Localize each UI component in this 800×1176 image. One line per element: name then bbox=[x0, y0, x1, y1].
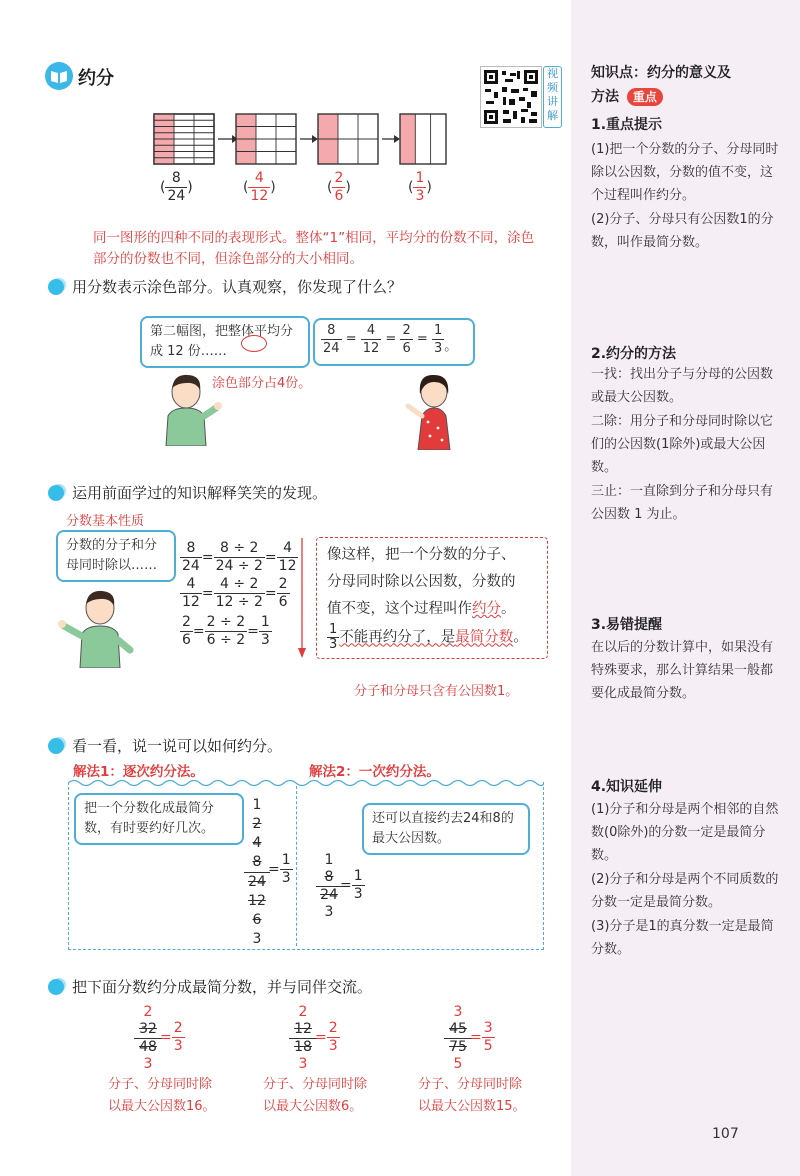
denominator: 12 bbox=[362, 341, 380, 356]
calc-numerator: 8 bbox=[316, 869, 342, 887]
calc-bottom: 3 bbox=[143, 1056, 153, 1072]
denominator: 24 ÷ 2 bbox=[215, 558, 263, 574]
denominator: 3 bbox=[173, 1038, 183, 1054]
exercise-calc-1 bbox=[134, 1004, 162, 1073]
denominator: 24 bbox=[182, 558, 200, 574]
onestep-result: = $\frac{1}{3}$ bbox=[340, 868, 363, 902]
numerator: 1 bbox=[260, 614, 270, 630]
strip-note: 同一图形的四种不同的表现形式。整体“1”相同，平均分的份数不同，涂色部分的份数也不同，但涂色部分的大小相同。 bbox=[93, 230, 535, 267]
equation-row: $\frac{4}{12}$ = $\frac{4 \div 2}{12 \div 2}$ = $\frac{2}{6}$ bbox=[182, 576, 288, 610]
sidebar-s3-body bbox=[591, 636, 781, 706]
numerator: 2 bbox=[402, 323, 411, 338]
calc-numerator: 8 bbox=[244, 853, 270, 873]
numerator: 2 bbox=[173, 1020, 183, 1036]
calc-top: 1 bbox=[252, 797, 262, 813]
numerator: 8 bbox=[165, 170, 187, 188]
numerator: 4 bbox=[180, 576, 202, 594]
definition-line4 bbox=[327, 623, 547, 652]
key-point-badge: 重点 bbox=[627, 88, 663, 106]
stepwise-result: = $\frac{1}{3}$ bbox=[268, 852, 291, 886]
page-number: 107 bbox=[712, 1126, 739, 1142]
open-book-icon bbox=[45, 62, 73, 90]
label-2-6: ( $\frac{2}{6}$ ) bbox=[327, 170, 351, 204]
arrow-icon bbox=[382, 135, 400, 143]
stepwise-calc bbox=[244, 796, 270, 949]
note-line: 以最大公因数16。 bbox=[108, 1099, 216, 1114]
numerator: 2 ÷ 2 bbox=[206, 614, 246, 630]
numerator: 4 bbox=[277, 540, 299, 558]
sidebar-s4-heading: 4.知识延伸 bbox=[591, 779, 663, 795]
numerator: 1 bbox=[281, 852, 291, 868]
definition-line3 bbox=[327, 596, 547, 623]
calc-denominator: 18 bbox=[294, 1039, 312, 1055]
calc-top: 2 bbox=[298, 1004, 308, 1020]
ellipsis-circle bbox=[241, 335, 267, 352]
section1-question: 用分数表示涂色部分。认真观察，你发现了什么？ bbox=[72, 278, 403, 296]
label-1-3: ( $\frac{1}{3}$ ) bbox=[408, 170, 432, 204]
common-factor-note: 分子和分母只含有公因数1。 bbox=[354, 684, 519, 699]
rect-4-12 bbox=[236, 114, 296, 164]
exercise-note-3 bbox=[418, 1074, 526, 1118]
denominator: 6 bbox=[334, 188, 344, 204]
sidebar-s4-body bbox=[591, 798, 781, 962]
sidebar-s2-p2: 二除：用分子和分母同时除以它们的公因数(1除外)或最大公因数。 bbox=[591, 414, 774, 475]
note-line: 分子、分母同时除 bbox=[418, 1077, 523, 1092]
video-label-char: 视 bbox=[547, 67, 558, 80]
numerator: 4 ÷ 2 bbox=[214, 576, 265, 594]
equation-row: $\frac{8}{24}$ = $\frac{8 \div 2}{24 \div 2}$ = $\frac{4}{12}$ bbox=[182, 540, 297, 574]
sidebar-s1-body bbox=[591, 138, 781, 255]
definition-line2: 分母同时除以公因数，分数的 bbox=[327, 574, 516, 590]
boy-speech-bubble bbox=[140, 316, 310, 368]
sidebar-title-2: 方法 bbox=[591, 89, 619, 105]
sidebar-s1-heading: 1.重点提示 bbox=[591, 117, 663, 133]
method1-label: 解法1：逐次约分法。 bbox=[73, 764, 204, 780]
rect-8-24 bbox=[154, 114, 214, 164]
sidebar-s1-p1: (1)把一个分数的分子、分母同时除以公因数，分数的值不变，这个过程叫作约分。 bbox=[591, 142, 779, 203]
calc-denominator: 48 bbox=[139, 1039, 157, 1055]
denominator: 12 bbox=[278, 558, 297, 574]
label-8-24: ( $\frac{8}{24}$ ) bbox=[160, 170, 193, 204]
sidebar-s3-heading: 3.易错提醒 bbox=[591, 617, 663, 633]
calc-bottom: 3 bbox=[324, 904, 334, 920]
calc-bottom: 3 bbox=[252, 931, 262, 947]
numerator: 1 bbox=[353, 868, 363, 884]
video-label-char: 频 bbox=[547, 81, 558, 94]
numerator: 8 bbox=[180, 540, 202, 558]
section-bullet-icon bbox=[48, 279, 64, 295]
section-bullet-icon bbox=[48, 738, 64, 754]
methods-divider bbox=[296, 786, 297, 946]
denominator: 5 bbox=[483, 1038, 493, 1054]
boy2-bubble-text: 分数的分子和分母同时除以…… bbox=[66, 538, 158, 573]
girl-speech-bubble: $\frac{8}{24}$ = $\frac{4}{12}$ = $\frac{2}{6}$ = $\frac{1}{3}$ 。 bbox=[313, 318, 475, 366]
sidebar-s4-p2: (2)分子和分母是两个不同质数的分数一定是最简分数。 bbox=[591, 872, 779, 910]
denominator: 12 ÷ 2 bbox=[215, 594, 263, 610]
calc-top: 2 bbox=[252, 816, 262, 832]
equation-rows bbox=[180, 540, 298, 650]
denominator: 24 bbox=[323, 341, 340, 356]
exercise-result-1: = $\frac{2}{3}$ bbox=[160, 1020, 183, 1054]
onestep-calc bbox=[316, 852, 342, 921]
denominator: 6 bbox=[278, 594, 288, 610]
numerator: 2 bbox=[328, 1020, 338, 1036]
calc-top: 3 bbox=[453, 1004, 463, 1020]
exercise-calc-3 bbox=[444, 1004, 472, 1073]
denominator: 3 bbox=[415, 188, 425, 204]
calc-numerator: 45 bbox=[444, 1021, 472, 1039]
method2-bubble-text: 还可以直接约去24和8的最大公因数。 bbox=[372, 811, 514, 846]
denominator: 3 bbox=[329, 637, 338, 652]
sidebar-s4-p1: (1)分子和分母是两个相邻的自然数(0除外)的分数一定是最简分数。 bbox=[591, 802, 779, 863]
section4-question: 把下面分数约分成最简分数，并与同伴交流。 bbox=[72, 978, 373, 996]
simplest-fraction-term: 最简分数 bbox=[455, 629, 514, 646]
section3-question: 看一看，说一说可以如何约分。 bbox=[72, 737, 283, 755]
note-line: 分子、分母同时除 bbox=[108, 1077, 213, 1092]
section-bullet-icon bbox=[48, 485, 64, 501]
calc-denominator: 24 bbox=[320, 887, 338, 903]
exercise-calc-2 bbox=[289, 1004, 317, 1073]
down-arrow-icon bbox=[296, 536, 308, 660]
exercise-result-2: = $\frac{2}{3}$ bbox=[315, 1020, 338, 1054]
sidebar-s4-p3: (3)分子是1的真分数一定是最简分数。 bbox=[591, 919, 774, 957]
section-bullet-icon bbox=[48, 979, 64, 995]
exercise-note-1 bbox=[108, 1074, 216, 1118]
exercise-note-2 bbox=[263, 1074, 367, 1118]
method1-bubble bbox=[74, 793, 244, 845]
sidebar-s2-body bbox=[591, 363, 781, 527]
numerator: 2 bbox=[182, 614, 191, 630]
calc-top: 2 bbox=[143, 1004, 153, 1020]
page-title: 约分 bbox=[78, 68, 114, 89]
denominator: 12 bbox=[182, 594, 200, 610]
period: 。 bbox=[444, 339, 458, 354]
denominator: 6 bbox=[402, 341, 411, 356]
section2-question: 运用前面学过的知识解释笑笑的发现。 bbox=[72, 484, 328, 502]
sidebar-title-line1: 知识点：约分的意义及 bbox=[591, 65, 731, 81]
note-line: 以最大公因数15。 bbox=[418, 1099, 526, 1114]
rect-2-6 bbox=[318, 114, 378, 164]
calc-bottom: 3 bbox=[298, 1056, 308, 1072]
calc-denominator: 24 bbox=[248, 874, 266, 890]
video-label-char: 解 bbox=[547, 109, 558, 122]
arrow-icon bbox=[300, 135, 318, 143]
numerator: 1 bbox=[329, 622, 338, 637]
label-4-12: ( $\frac{4}{12}$ ) bbox=[243, 170, 276, 204]
numerator: 4 bbox=[248, 170, 270, 188]
equation-row: $\frac{2}{6}$ = $\frac{2 \div 2}{6 \div 2}$ = $\frac{1}{3}$ bbox=[182, 614, 270, 648]
rect-1-3 bbox=[400, 114, 446, 164]
numerator: 8 bbox=[321, 322, 342, 340]
denominator: 6 bbox=[182, 632, 191, 648]
calc-top: 1 bbox=[324, 852, 334, 868]
definition-line3a: 值不变，这个过程叫作 bbox=[327, 601, 472, 617]
note-line: 分子、分母同时除 bbox=[263, 1077, 368, 1092]
note-line: 以最大公因数6。 bbox=[263, 1099, 363, 1114]
exercise-result-3: = $\frac{3}{5}$ bbox=[470, 1020, 493, 1054]
definition-line1: 像这样，把一个分数的分子、 bbox=[327, 547, 516, 563]
sidebar-s1-p2: (2)分子、分母只有公因数1的分数，叫作最简分数。 bbox=[591, 212, 774, 250]
denominator: 3 bbox=[260, 632, 270, 648]
method2-bubble bbox=[362, 803, 530, 855]
yuefen-term: 约分 bbox=[472, 601, 501, 617]
definition-box bbox=[316, 537, 548, 659]
girl-character bbox=[400, 370, 464, 450]
numerator: 1 bbox=[433, 323, 443, 338]
numerator: 4 bbox=[361, 322, 382, 340]
denominator: 6 ÷ 2 bbox=[206, 632, 246, 648]
calc-bottom: 5 bbox=[453, 1056, 463, 1072]
calc-bottom: 12 bbox=[248, 893, 266, 909]
definition-line3c: 。 bbox=[501, 601, 516, 617]
method1-bubble-text: 把一个分数化成最简分数，有时要约好几次。 bbox=[84, 801, 215, 836]
boy-note: 涂色部分占4份。 bbox=[212, 376, 312, 391]
qr-code[interactable] bbox=[480, 66, 542, 128]
numerator: 2 bbox=[334, 170, 344, 186]
calc-bottom: 6 bbox=[252, 912, 262, 928]
sidebar-title-line2 bbox=[591, 86, 663, 106]
denominator: 3 bbox=[433, 341, 443, 356]
calc-top: 4 bbox=[252, 835, 262, 851]
calc-numerator: 12 bbox=[289, 1021, 317, 1039]
denominator: 12 bbox=[250, 188, 269, 204]
sidebar-s2-p1: 一找：找出分子与分母的公因数或最大公因数。 bbox=[591, 367, 774, 405]
denominator: 3 bbox=[353, 886, 363, 902]
denominator: 24 bbox=[167, 188, 186, 204]
definition-line4a: 不能再约分了，是 bbox=[339, 629, 456, 646]
video-label bbox=[543, 66, 562, 128]
boy2-speech-bubble bbox=[56, 530, 176, 582]
sidebar-s3-p1: 在以后的分数计算中，如果没有特殊要求，那么计算结果一般都要化成最简分数。 bbox=[591, 640, 774, 701]
numerator: 3 bbox=[483, 1020, 493, 1036]
scalloped-edge bbox=[68, 778, 544, 788]
numerator: 1 bbox=[415, 170, 425, 186]
definition-line4c: 。 bbox=[513, 629, 528, 646]
calc-denominator: 75 bbox=[449, 1039, 467, 1055]
basic-property-tag: 分数基本性质 bbox=[66, 514, 145, 529]
method2-label: 解法2：一次约分法。 bbox=[309, 764, 440, 780]
arrow-icon bbox=[218, 135, 238, 143]
boy-character bbox=[152, 370, 222, 446]
numerator: 2 bbox=[278, 576, 288, 592]
boy-bubble-text: 第二幅图，把整体平均分成 12 份…… bbox=[150, 324, 294, 359]
video-label-char: 讲 bbox=[547, 95, 558, 108]
calc-numerator: 32 bbox=[134, 1021, 162, 1039]
denominator: 3 bbox=[328, 1038, 338, 1054]
denominator: 3 bbox=[281, 870, 291, 886]
boy2-character bbox=[58, 584, 138, 668]
sidebar-s2-heading: 2.约分的方法 bbox=[591, 346, 677, 362]
sidebar-s2-p3: 三止：一直除到分子和分母只有公因数 1 为止。 bbox=[591, 484, 774, 522]
numerator: 8 ÷ 2 bbox=[214, 540, 265, 558]
fraction-diagram bbox=[150, 110, 450, 170]
